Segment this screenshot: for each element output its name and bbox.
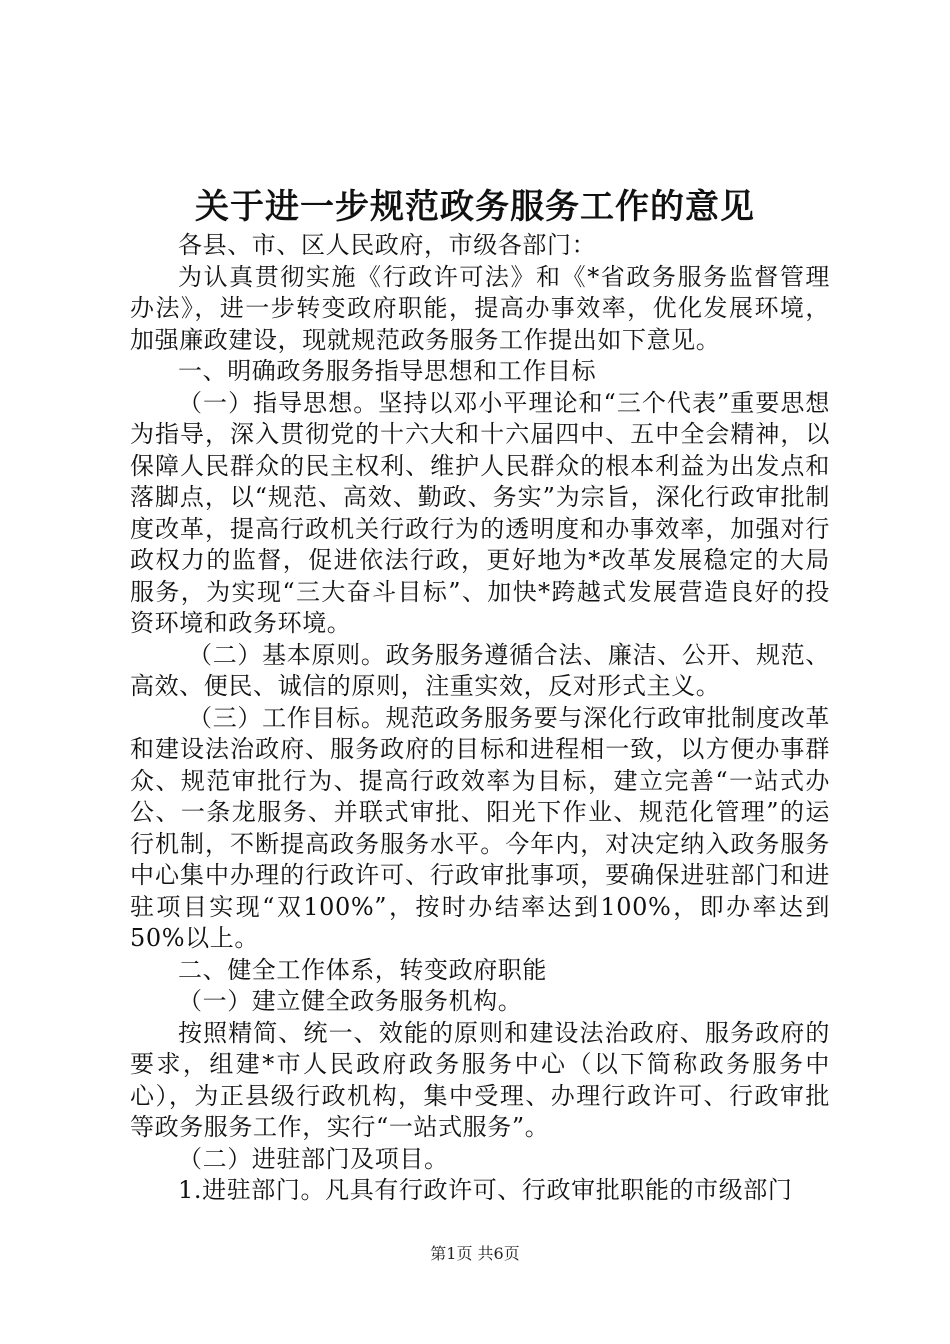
section-heading-1: 一、明确政务服务指导思想和工作目标	[178, 357, 597, 385]
page-footer: 第1页 共6页	[430, 1244, 520, 1263]
paragraph-departments: 1.进驻部门。凡具有行政许可、行政审批职能的市级部门	[178, 1176, 793, 1204]
paragraph-work-goals: （三）工作目标。规范政务服务要与深化行政审批制度改革和建设法治政府、服务政府的目标和进程相一致，以方便办事群众、规范审批行为、提高行政效率为目标，建立完善“一站式办公、一条龙服务、并联式审批、阳光下作业、规范化管理”的运行机制，不断提高政务服务水平。今年内，对决定纳入政务服务中心集中办理的行政许可、行政审批事项，要确保进驻部门和进驻项目实现“双100%”，按时办结率达到100%，即办率达到50%以上。	[130, 703, 830, 952]
paragraph-guiding-thought: （一）指导思想。坚持以邓小平理论和“三个代表”重要思想为指导，深入贯彻党的十六大和十六届四中、五中全会精神，以保障人民群众的民主权利、维护人民群众的根本利益为出发点和落脚点，以“规范、高效、勤政、务实”为宗旨，深化行政审批制度改革，提高行政机关行政行为的透明度和办事效率，加强对行政权力的监督，促进依法行政，更好地为*改革发展稳定的大局服务，为实现“三大奋斗目标”、加快*跨越式发展营造良好的投资环境和政务环境。	[130, 388, 830, 637]
paragraph-basic-principles: （二）基本原则。政务服务遵循合法、廉洁、公开、规范、高效、便民、诚信的原则，注重实效，反对形式主义。	[130, 640, 830, 700]
section-heading-2: 二、健全工作体系，转变政府职能	[178, 955, 547, 984]
document-body	[130, 230, 830, 1207]
paragraph-salutation: 各县、市、区人民政府，市级各部门：	[178, 231, 597, 259]
paragraph-intro: 为认真贯彻实施《行政许可法》和《*省政务服务监督管理办法》，进一步转变政府职能，提高办事效率，优化发展环境，加强廉政建设，现就规范政务服务工作提出如下意见。	[130, 262, 830, 354]
subsection-heading-departments: （二）进驻部门及项目。	[178, 1144, 449, 1173]
document-title: 关于进一步规范政务服务工作的意见	[195, 187, 755, 227]
subsection-heading-agency: （一）建立健全政务服务机构。	[178, 987, 523, 1015]
paragraph-agency-setup: 按照精简、统一、效能的原则和建设法治政府、服务政府的要求，组建*市人民政府政务服务中心（以下简称政务服务中心），为正县级行政机构，集中受理、办理行政许可、行政审批等政务服务工作，实行“一站式服务”。	[130, 1018, 830, 1141]
